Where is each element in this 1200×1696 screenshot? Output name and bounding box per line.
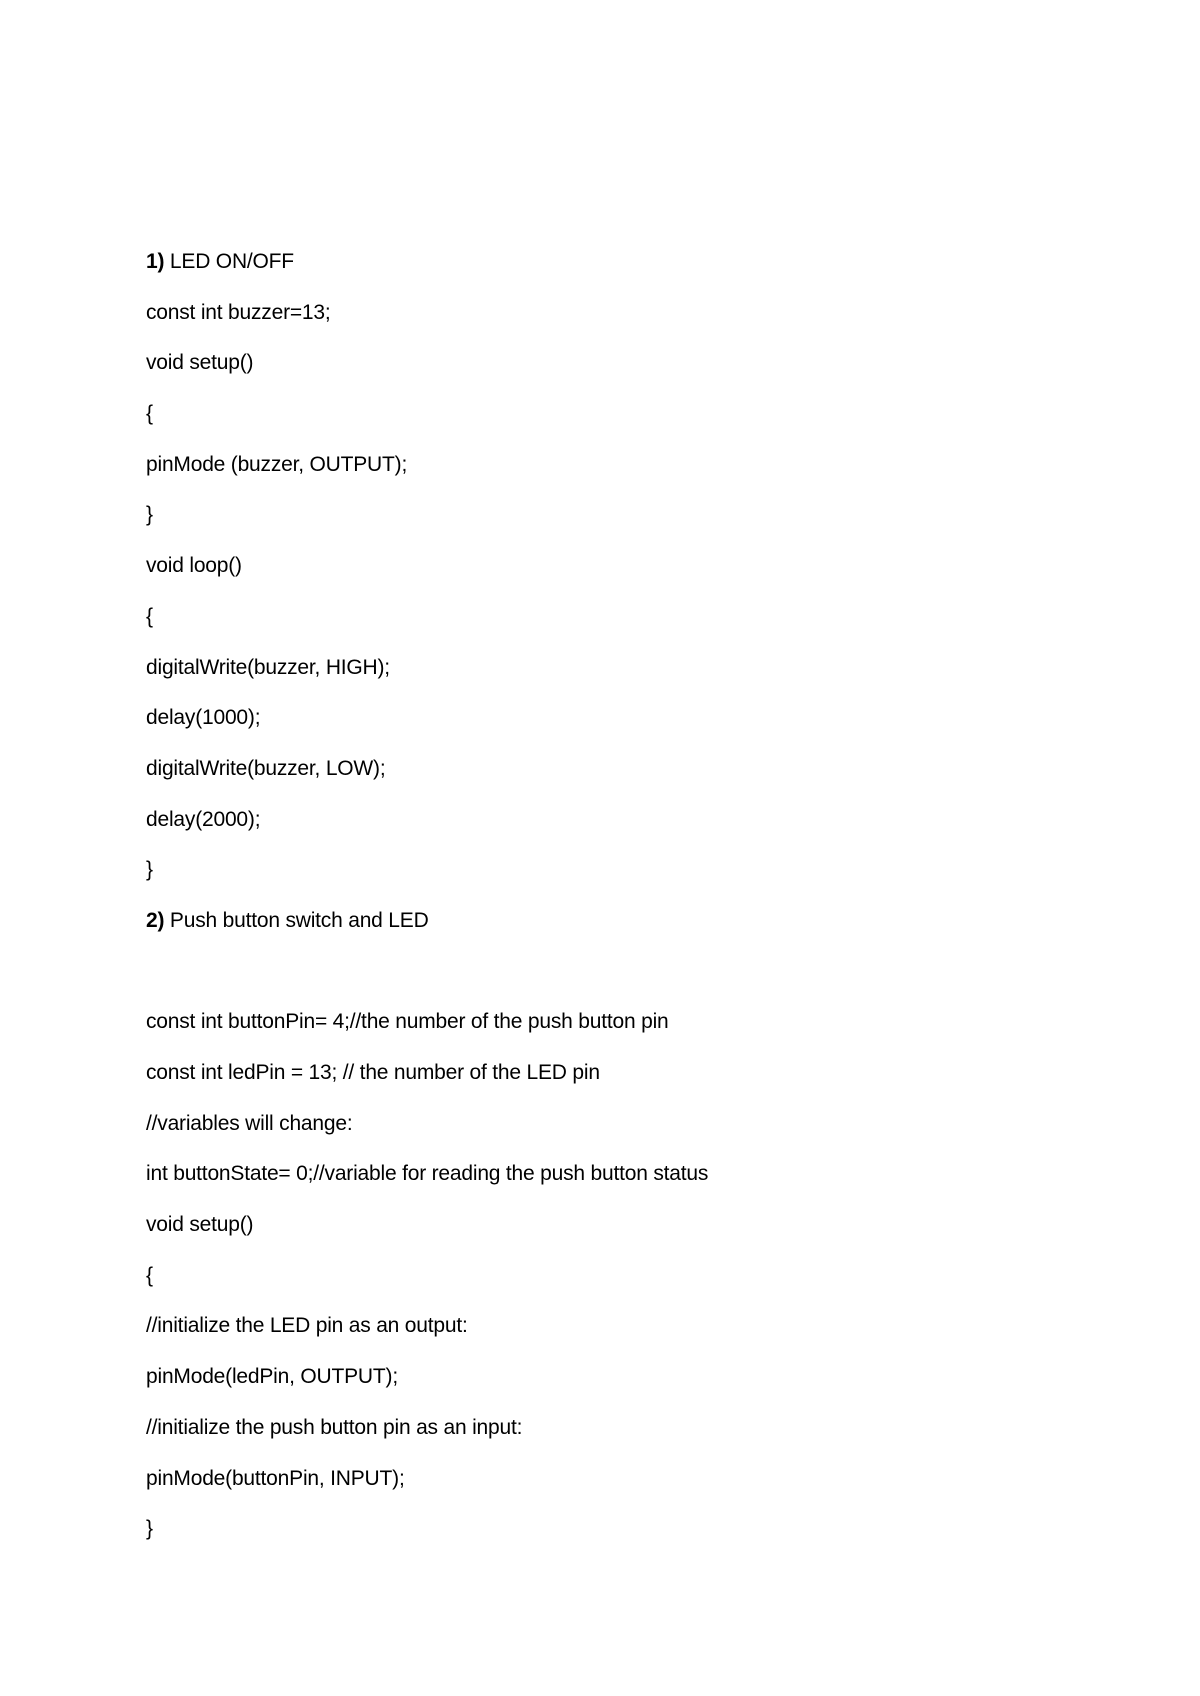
code-line: //variables will change: [146,1111,353,1135]
code-line: { [146,402,153,426]
code-line: void loop() [146,554,242,578]
section-1-title: LED ON/OFF [169,250,294,273]
document-body [146,244,1126,1562]
section-1-number: 1) [146,250,165,273]
section-2-number: 2) [146,908,165,932]
code-line: { [146,1263,153,1287]
section-2-title: Push button switch and LED [169,908,429,932]
blank-line [146,954,1126,1005]
code-line: digitalWrite(buzzer, LOW); [146,756,386,780]
section-1-heading [146,244,1126,295]
code-line: void setup() [146,1213,254,1237]
section-2-heading [146,903,1126,954]
code-line: delay(2000); [146,807,261,831]
code-line: digitalWrite(buzzer, HIGH); [146,655,390,679]
code-line: //initialize the push button pin as an input: [146,1415,523,1439]
code-line: int buttonState= 0;//variable for reading the push button status [146,1162,709,1186]
code-line: pinMode(ledPin, OUTPUT); [146,1365,398,1389]
code-line: //initialize the LED pin as an output: [146,1314,468,1338]
code-line: } [146,858,153,882]
code-line: pinMode (buzzer, OUTPUT); [146,452,408,476]
code-line: } [146,1517,153,1541]
code-line: delay(1000); [146,706,261,730]
code-line: const int buzzer=13; [146,300,331,324]
code-line: pinMode(buttonPin, INPUT); [146,1466,405,1490]
code-line: } [146,503,153,527]
code-line: { [146,604,153,628]
code-line: const int buttonPin= 4;//the number of the push button pin [146,1010,669,1034]
code-line: void setup() [146,351,254,375]
code-line: const int ledPin = 13; // the number of the LED pin [146,1061,600,1084]
